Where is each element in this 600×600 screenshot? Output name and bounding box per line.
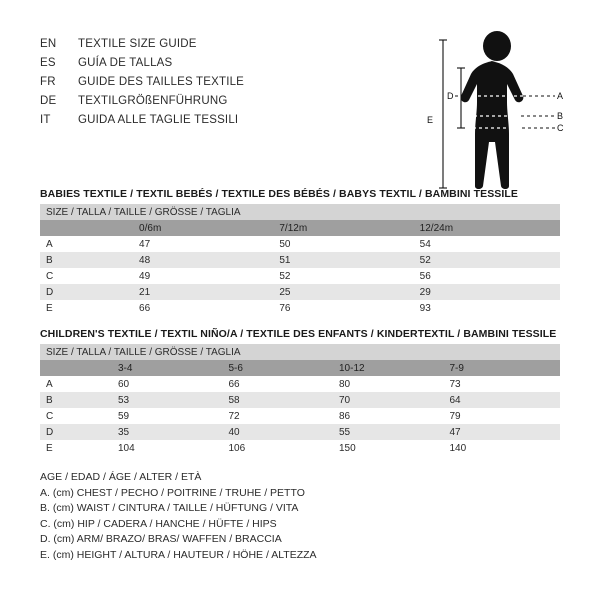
cell-value: 64	[450, 392, 561, 408]
cell-value: 59	[118, 408, 229, 424]
cell-value: 58	[229, 392, 340, 408]
language-title: TEXTILE SIZE GUIDE	[78, 38, 197, 50]
children-table-title: CHILDREN'S TEXTILE / TEXTIL NIÑO/A / TEXTILE DES ENFANTS / KINDERTEXTIL / BAMBINI TESSILE	[40, 328, 557, 340]
table-row	[40, 300, 560, 316]
row-label: C	[40, 408, 118, 424]
column-header: 10-12	[339, 360, 450, 376]
babies-subtitle: SIZE / TALLA / TAILLE / GRÖSSE / TAGLIA	[40, 204, 560, 220]
table-subheader-row	[40, 344, 560, 360]
cell-value: 72	[229, 408, 340, 424]
legend-line: B. (cm) WAIST / CINTURA / TAILLE / HÜFTUNG / VITA	[40, 502, 299, 514]
language-title: GUIDA ALLE TAGLIE TESSILI	[78, 114, 239, 126]
table-row	[40, 424, 560, 440]
figure-label-e: E	[427, 115, 434, 125]
measurement-legend	[40, 470, 317, 563]
legend-line: D. (cm) ARM/ BRAZO/ BRAS/ WAFFEN / BRACCIA	[40, 533, 282, 545]
babies-size-table	[40, 204, 560, 316]
cell-value: 50	[279, 236, 419, 252]
cell-value: 56	[420, 268, 560, 284]
row-label: B	[40, 252, 139, 268]
cell-value: 25	[279, 284, 419, 300]
language-row	[40, 114, 420, 133]
body-figure-svg	[425, 28, 575, 198]
height-measure-bar	[439, 40, 447, 188]
cell-value: 66	[229, 376, 340, 392]
language-title: GUIDE DES TAILLES TEXTILE	[78, 76, 245, 88]
cell-value: 51	[279, 252, 419, 268]
cell-value: 35	[118, 424, 229, 440]
row-label: E	[40, 440, 118, 456]
table-subheader-row	[40, 204, 560, 220]
figure-label-c: C	[557, 123, 564, 133]
table-row	[40, 392, 560, 408]
cell-value: 93	[420, 300, 560, 316]
language-title: TEXTILGRÖßENFÜHRUNG	[78, 95, 228, 107]
children-size-table	[40, 344, 560, 456]
cell-value: 106	[229, 440, 340, 456]
language-row	[40, 38, 420, 57]
cell-value: 140	[450, 440, 561, 456]
cell-value: 21	[139, 284, 279, 300]
language-code: DE	[40, 95, 57, 107]
table-row	[40, 236, 560, 252]
cell-value: 52	[420, 252, 560, 268]
column-header: 3-4	[118, 360, 229, 376]
table-row	[40, 408, 560, 424]
legend-line: A. (cm) CHEST / PECHO / POITRINE / TRUHE / PETTO	[40, 486, 305, 499]
language-code: EN	[40, 38, 57, 50]
table-row	[40, 252, 560, 268]
column-header: 5-6	[229, 360, 340, 376]
row-label: E	[40, 300, 139, 316]
cell-value: 86	[339, 408, 450, 424]
cell-value: 29	[420, 284, 560, 300]
table-row	[40, 284, 560, 300]
babies-table-section	[40, 188, 560, 316]
cell-value: 73	[450, 376, 561, 392]
table-row	[40, 268, 560, 284]
legend-line: AGE / EDAD / ÁGE / ALTER / ETÀ	[40, 471, 202, 483]
cell-value: 150	[339, 440, 450, 456]
language-code: FR	[40, 76, 56, 88]
silhouette-icon	[461, 31, 524, 189]
children-table-section	[40, 328, 560, 456]
cell-value: 80	[339, 376, 450, 392]
language-code: IT	[40, 114, 51, 126]
legend-line: E. (cm) HEIGHT / ALTURA / HAUTEUR / HÖHE / ALTEZZA	[40, 548, 317, 561]
row-label: B	[40, 392, 118, 408]
table-header-row	[40, 220, 560, 236]
figure-label-b: B	[557, 111, 564, 121]
children-subtitle: SIZE / TALLA / TAILLE / GRÖSSE / TAGLIA	[40, 344, 560, 360]
cell-value: 76	[279, 300, 419, 316]
column-header: 7/12m	[279, 220, 419, 236]
language-row	[40, 57, 420, 76]
cell-value: 104	[118, 440, 229, 456]
language-title: GUÍA DE TALLAS	[78, 57, 173, 69]
row-label: A	[40, 376, 118, 392]
cell-value: 54	[420, 236, 560, 252]
legend-line: C. (cm) HIP / CADERA / HANCHE / HÜFTE / HIPS	[40, 517, 277, 530]
cell-value: 40	[229, 424, 340, 440]
babies-table-title: BABIES TEXTILE / TEXTIL BEBÉS / TEXTILE DES BÉBÉS / BABYS TEXTIL / BAMBINI TESSILE	[40, 188, 519, 200]
cell-value: 60	[118, 376, 229, 392]
cell-value: 47	[450, 424, 561, 440]
cell-value: 52	[279, 268, 419, 284]
cell-value: 49	[139, 268, 279, 284]
cell-value: 53	[118, 392, 229, 408]
language-row	[40, 76, 420, 95]
cell-value: 66	[139, 300, 279, 316]
figure-label-a: A	[557, 91, 564, 101]
column-header: 7-9	[450, 360, 561, 376]
language-row	[40, 95, 420, 114]
body-figure	[425, 28, 575, 198]
header-corner	[40, 360, 118, 376]
cell-value: 47	[139, 236, 279, 252]
language-code: ES	[40, 57, 56, 69]
row-label: D	[40, 284, 139, 300]
table-row	[40, 376, 560, 392]
table-header-row	[40, 360, 560, 376]
row-label: D	[40, 424, 118, 440]
cell-value: 55	[339, 424, 450, 440]
header-corner	[40, 220, 139, 236]
row-label: C	[40, 268, 139, 284]
cell-value: 48	[139, 252, 279, 268]
cell-value: 79	[450, 408, 561, 424]
row-label: A	[40, 236, 139, 252]
figure-label-d: D	[447, 91, 454, 101]
table-row	[40, 440, 560, 456]
column-header: 12/24m	[420, 220, 560, 236]
column-header: 0/6m	[139, 220, 279, 236]
language-list	[40, 38, 420, 133]
cell-value: 70	[339, 392, 450, 408]
